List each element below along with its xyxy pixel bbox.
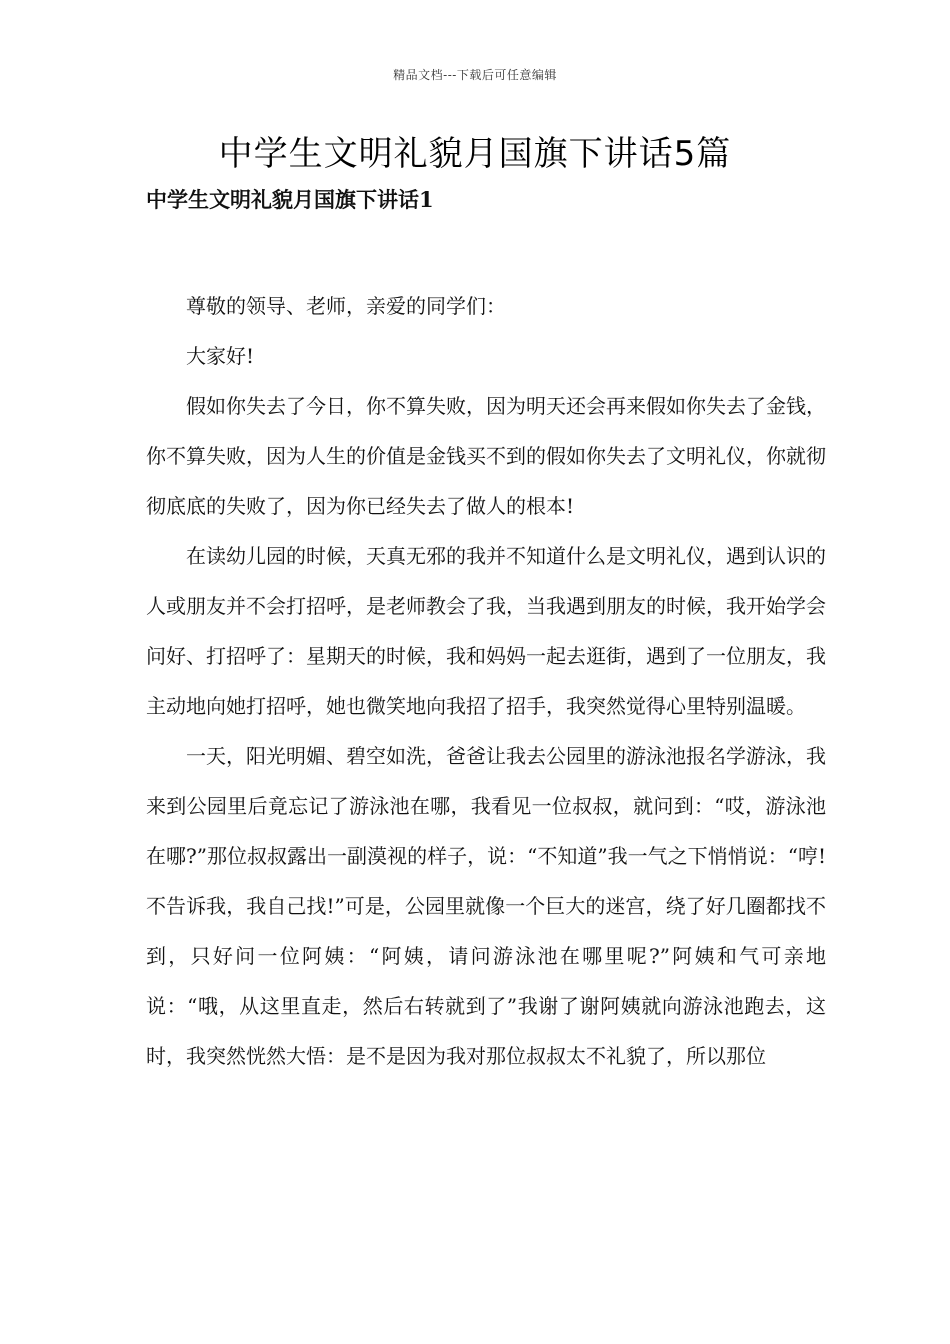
paragraph: 一天，阳光明媚、碧空如洗，爸爸让我去公园里的游泳池报名学游泳，我来到公园里后竟忘记了游泳池在哪，我看见一位叔叔，就问到：“哎，游泳池在哪?”那位叔叔露出一副漠视的样子，说：“不知道”我一气之下悄悄说：“哼!不告诉我，我自己找!”可是，公园里就像一个巨大的迷宫，绕了好几圈都找不到，只好问一位阿姨：“阿姨，请问游泳池在哪里呢?”阿姨和气可亲地说：“哦，从这里直走，然后右转就到了”我谢了谢阿姨就向游泳池跑去，这时，我突然恍然大悟：是不是因为我对那位叔叔太不礼貌了，所以那位 <box>146 744 826 1068</box>
paragraph-salutation: 尊敬的领导、老师，亲爱的同学们： <box>186 294 506 318</box>
section-heading: 中学生文明礼貌月国旗下讲话1 <box>146 187 434 212</box>
paragraph: 在读幼儿园的时候，天真无邪的我并不知道什么是文明礼仪，遇到认识的人或朋友并不会打招呼，是老师教会了我，当我遇到朋友的时候，我开始学会问好、打招呼了：星期天的时候，我和妈妈一起去逛街，遇到了一位朋友，我主动地向她打招呼，她也微笑地向我招了招手，我突然觉得心里特别温暖。 <box>146 544 826 718</box>
paragraph: 假如你失去了今日，你不算失败，因为明天还会再来假如你失去了金钱，你不算失败，因为人生的价值是金钱买不到的假如你失去了文明礼仪，你就彻彻底底的失败了，因为你已经失去了做人的根本! <box>146 394 826 518</box>
header-note: 精品文档---下载后可任意编辑 <box>393 68 557 82</box>
document-title: 中学生文明礼貌月国旗下讲话5篇 <box>218 134 732 174</box>
paragraph-greeting: 大家好! <box>186 344 255 368</box>
body-text <box>146 281 826 1081</box>
